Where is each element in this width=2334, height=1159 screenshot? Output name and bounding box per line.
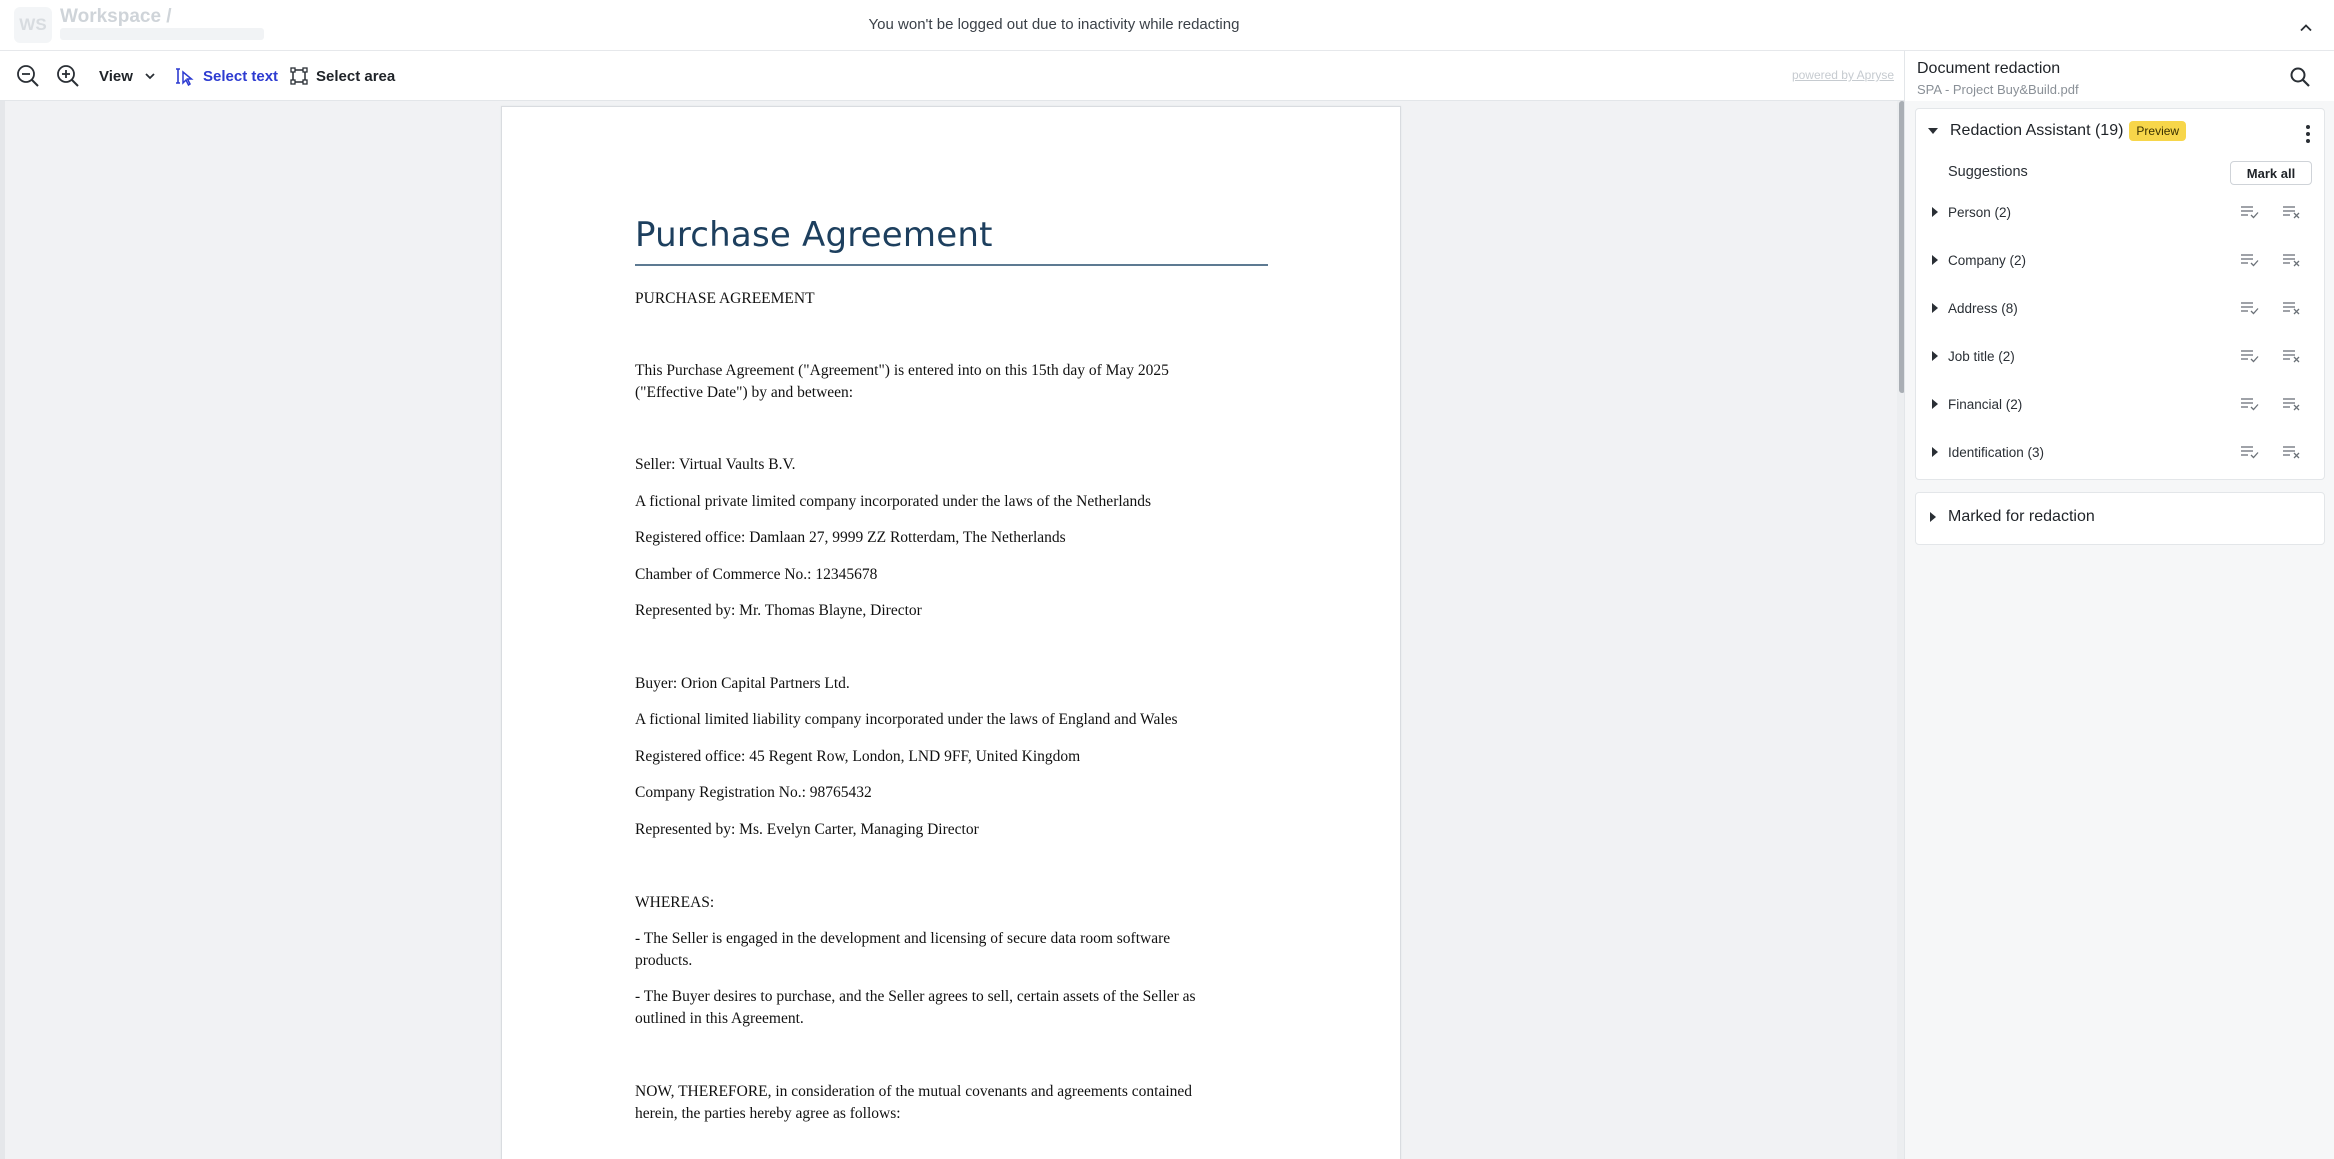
- top-notice-bar: [0, 0, 2334, 51]
- caret-right-icon: [1932, 207, 1938, 217]
- category-row[interactable]: [1916, 437, 2324, 467]
- view-dropdown[interactable]: [99, 61, 157, 91]
- workspace-title: Workspace /: [60, 6, 172, 27]
- category-row[interactable]: [1916, 341, 2324, 371]
- collapse-banner-button[interactable]: [2294, 16, 2318, 40]
- category-row[interactable]: [1916, 389, 2324, 419]
- paragraph: products.: [635, 952, 693, 969]
- category-row[interactable]: [1916, 197, 2324, 227]
- redaction-assistant-label: Redaction Assistant (19): [1950, 122, 2124, 139]
- reject-all-icon[interactable]: [2282, 349, 2302, 363]
- paragraph: Company Registration No.: 98765432: [635, 784, 872, 801]
- kebab-dot-icon: [2306, 125, 2310, 129]
- suggestions-label: Suggestions: [1948, 164, 2028, 180]
- redaction-assistant-card: [1915, 108, 2325, 480]
- paragraph: Represented by: Mr. Thomas Blayne, Director: [635, 602, 922, 619]
- chevron-down-icon: [143, 69, 157, 83]
- panel-title: Document redaction: [1917, 60, 2061, 77]
- reject-all-icon[interactable]: [2282, 205, 2302, 219]
- select-text-tool[interactable]: [175, 61, 278, 91]
- viewer-toolbar: [0, 51, 1904, 101]
- panel-header: [1905, 51, 2334, 101]
- reject-all-icon[interactable]: [2282, 301, 2302, 315]
- viewer-scrollbar[interactable]: [1897, 101, 1904, 1159]
- caret-right-icon: [1932, 399, 1938, 409]
- caret-right-icon: [1932, 255, 1938, 265]
- paragraph: This Purchase Agreement ("Agreement") is entered into on this 15th day of May 2025: [635, 362, 1169, 379]
- zoom-out-button[interactable]: [15, 61, 43, 91]
- paragraph: Registered office: Damlaan 27, 9999 ZZ Rotterdam, The Netherlands: [635, 529, 1066, 546]
- category-label: Address (8): [1948, 300, 2018, 316]
- accept-all-icon[interactable]: [2240, 205, 2260, 219]
- category-label: Job title (2): [1948, 348, 2015, 364]
- paragraph: Seller: Virtual Vaults B.V.: [635, 456, 796, 473]
- paragraph: herein, the parties hereby agree as follows:: [635, 1105, 901, 1122]
- caret-right-icon: [1932, 351, 1938, 361]
- zoom-out-icon: [15, 63, 41, 89]
- caret-right-icon: [1930, 512, 1936, 522]
- category-label: Financial (2): [1948, 396, 2023, 412]
- panel-search-button[interactable]: [2289, 66, 2313, 90]
- zoom-in-button[interactable]: [55, 61, 83, 91]
- zoom-in-icon: [55, 63, 81, 89]
- panel-file-name: SPA - Project Buy&Build.pdf: [1917, 82, 2079, 97]
- category-label: Identification (3): [1948, 444, 2045, 460]
- select-area-tool[interactable]: [290, 61, 395, 91]
- accept-all-icon[interactable]: [2240, 349, 2260, 363]
- reject-all-icon[interactable]: [2282, 397, 2302, 411]
- paragraph: PURCHASE AGREEMENT: [635, 290, 815, 307]
- document-heading: Purchase Agreement: [635, 215, 993, 255]
- paragraph: Chamber of Commerce No.: 12345678: [635, 566, 878, 583]
- search-icon: [2289, 66, 2311, 88]
- select-text-icon: [175, 66, 195, 86]
- redaction-panel: [1904, 51, 2334, 1159]
- redaction-assistant-toggle[interactable]: [1928, 121, 2186, 141]
- select-text-label: Select text: [203, 67, 279, 85]
- category-row[interactable]: [1916, 245, 2324, 275]
- category-row[interactable]: [1916, 293, 2324, 323]
- mark-all-button[interactable]: Mark all: [2230, 161, 2312, 185]
- marked-for-redaction-label: Marked for redaction: [1948, 508, 2095, 525]
- paragraph: ("Effective Date") by and between:: [635, 384, 854, 401]
- accept-all-icon[interactable]: [2240, 397, 2260, 411]
- powered-by-link[interactable]: powered by Apryse: [1791, 68, 1894, 82]
- document-viewer[interactable]: [0, 101, 1904, 1159]
- paragraph: outlined in this Agreement.: [635, 1010, 804, 1027]
- paragraph: - The Seller is engaged in the development and licensing of secure data room software: [635, 930, 1171, 947]
- category-label: Company (2): [1948, 252, 2027, 268]
- marked-for-redaction-toggle[interactable]: [1930, 508, 2095, 526]
- caret-down-icon: [1928, 128, 1938, 134]
- paragraph: - The Buyer desires to purchase, and the Seller agrees to sell, certain assets of the Seller as: [635, 988, 1196, 1005]
- select-area-label: Select area: [316, 67, 396, 85]
- accept-all-icon[interactable]: [2240, 445, 2260, 459]
- reject-all-icon[interactable]: [2282, 445, 2302, 459]
- paragraph: A fictional private limited company incorporated under the laws of the Netherlands: [635, 493, 1152, 510]
- paragraph: NOW, THEREFORE, in consideration of the mutual covenants and agreements contained: [635, 1083, 1193, 1100]
- paragraph: Buyer: Orion Capital Partners Ltd.: [635, 675, 850, 692]
- paragraph: Registered office: 45 Regent Row, London, LND 9FF, United Kingdom: [635, 748, 1081, 765]
- paragraph: Represented by: Ms. Evelyn Carter, Managing Director: [635, 821, 979, 838]
- preview-badge: Preview: [2129, 121, 2186, 141]
- view-dropdown-label: View: [99, 67, 133, 85]
- caret-right-icon: [1932, 447, 1938, 457]
- select-area-icon: [290, 67, 308, 85]
- heading-rule: [635, 264, 1268, 266]
- caret-right-icon: [1932, 303, 1938, 313]
- accept-all-icon[interactable]: [2240, 301, 2260, 315]
- assistant-more-menu-button[interactable]: [2300, 123, 2316, 145]
- inactivity-notice: You won't be logged out due to inactivity while redacting: [868, 16, 1240, 33]
- paragraph: A fictional limited liability company incorporated under the laws of England and Wales: [635, 711, 1178, 728]
- reject-all-icon[interactable]: [2282, 253, 2302, 267]
- kebab-dot-icon: [2306, 132, 2310, 136]
- category-label: Person (2): [1948, 204, 2012, 220]
- document-page: [501, 106, 1401, 1159]
- kebab-dot-icon: [2306, 139, 2310, 143]
- accept-all-icon[interactable]: [2240, 253, 2260, 267]
- marked-for-redaction-card: [1915, 492, 2325, 545]
- chevron-up-icon: [2298, 20, 2314, 36]
- workspace-logo: WS: [14, 7, 52, 43]
- paragraph: WHEREAS:: [635, 894, 715, 911]
